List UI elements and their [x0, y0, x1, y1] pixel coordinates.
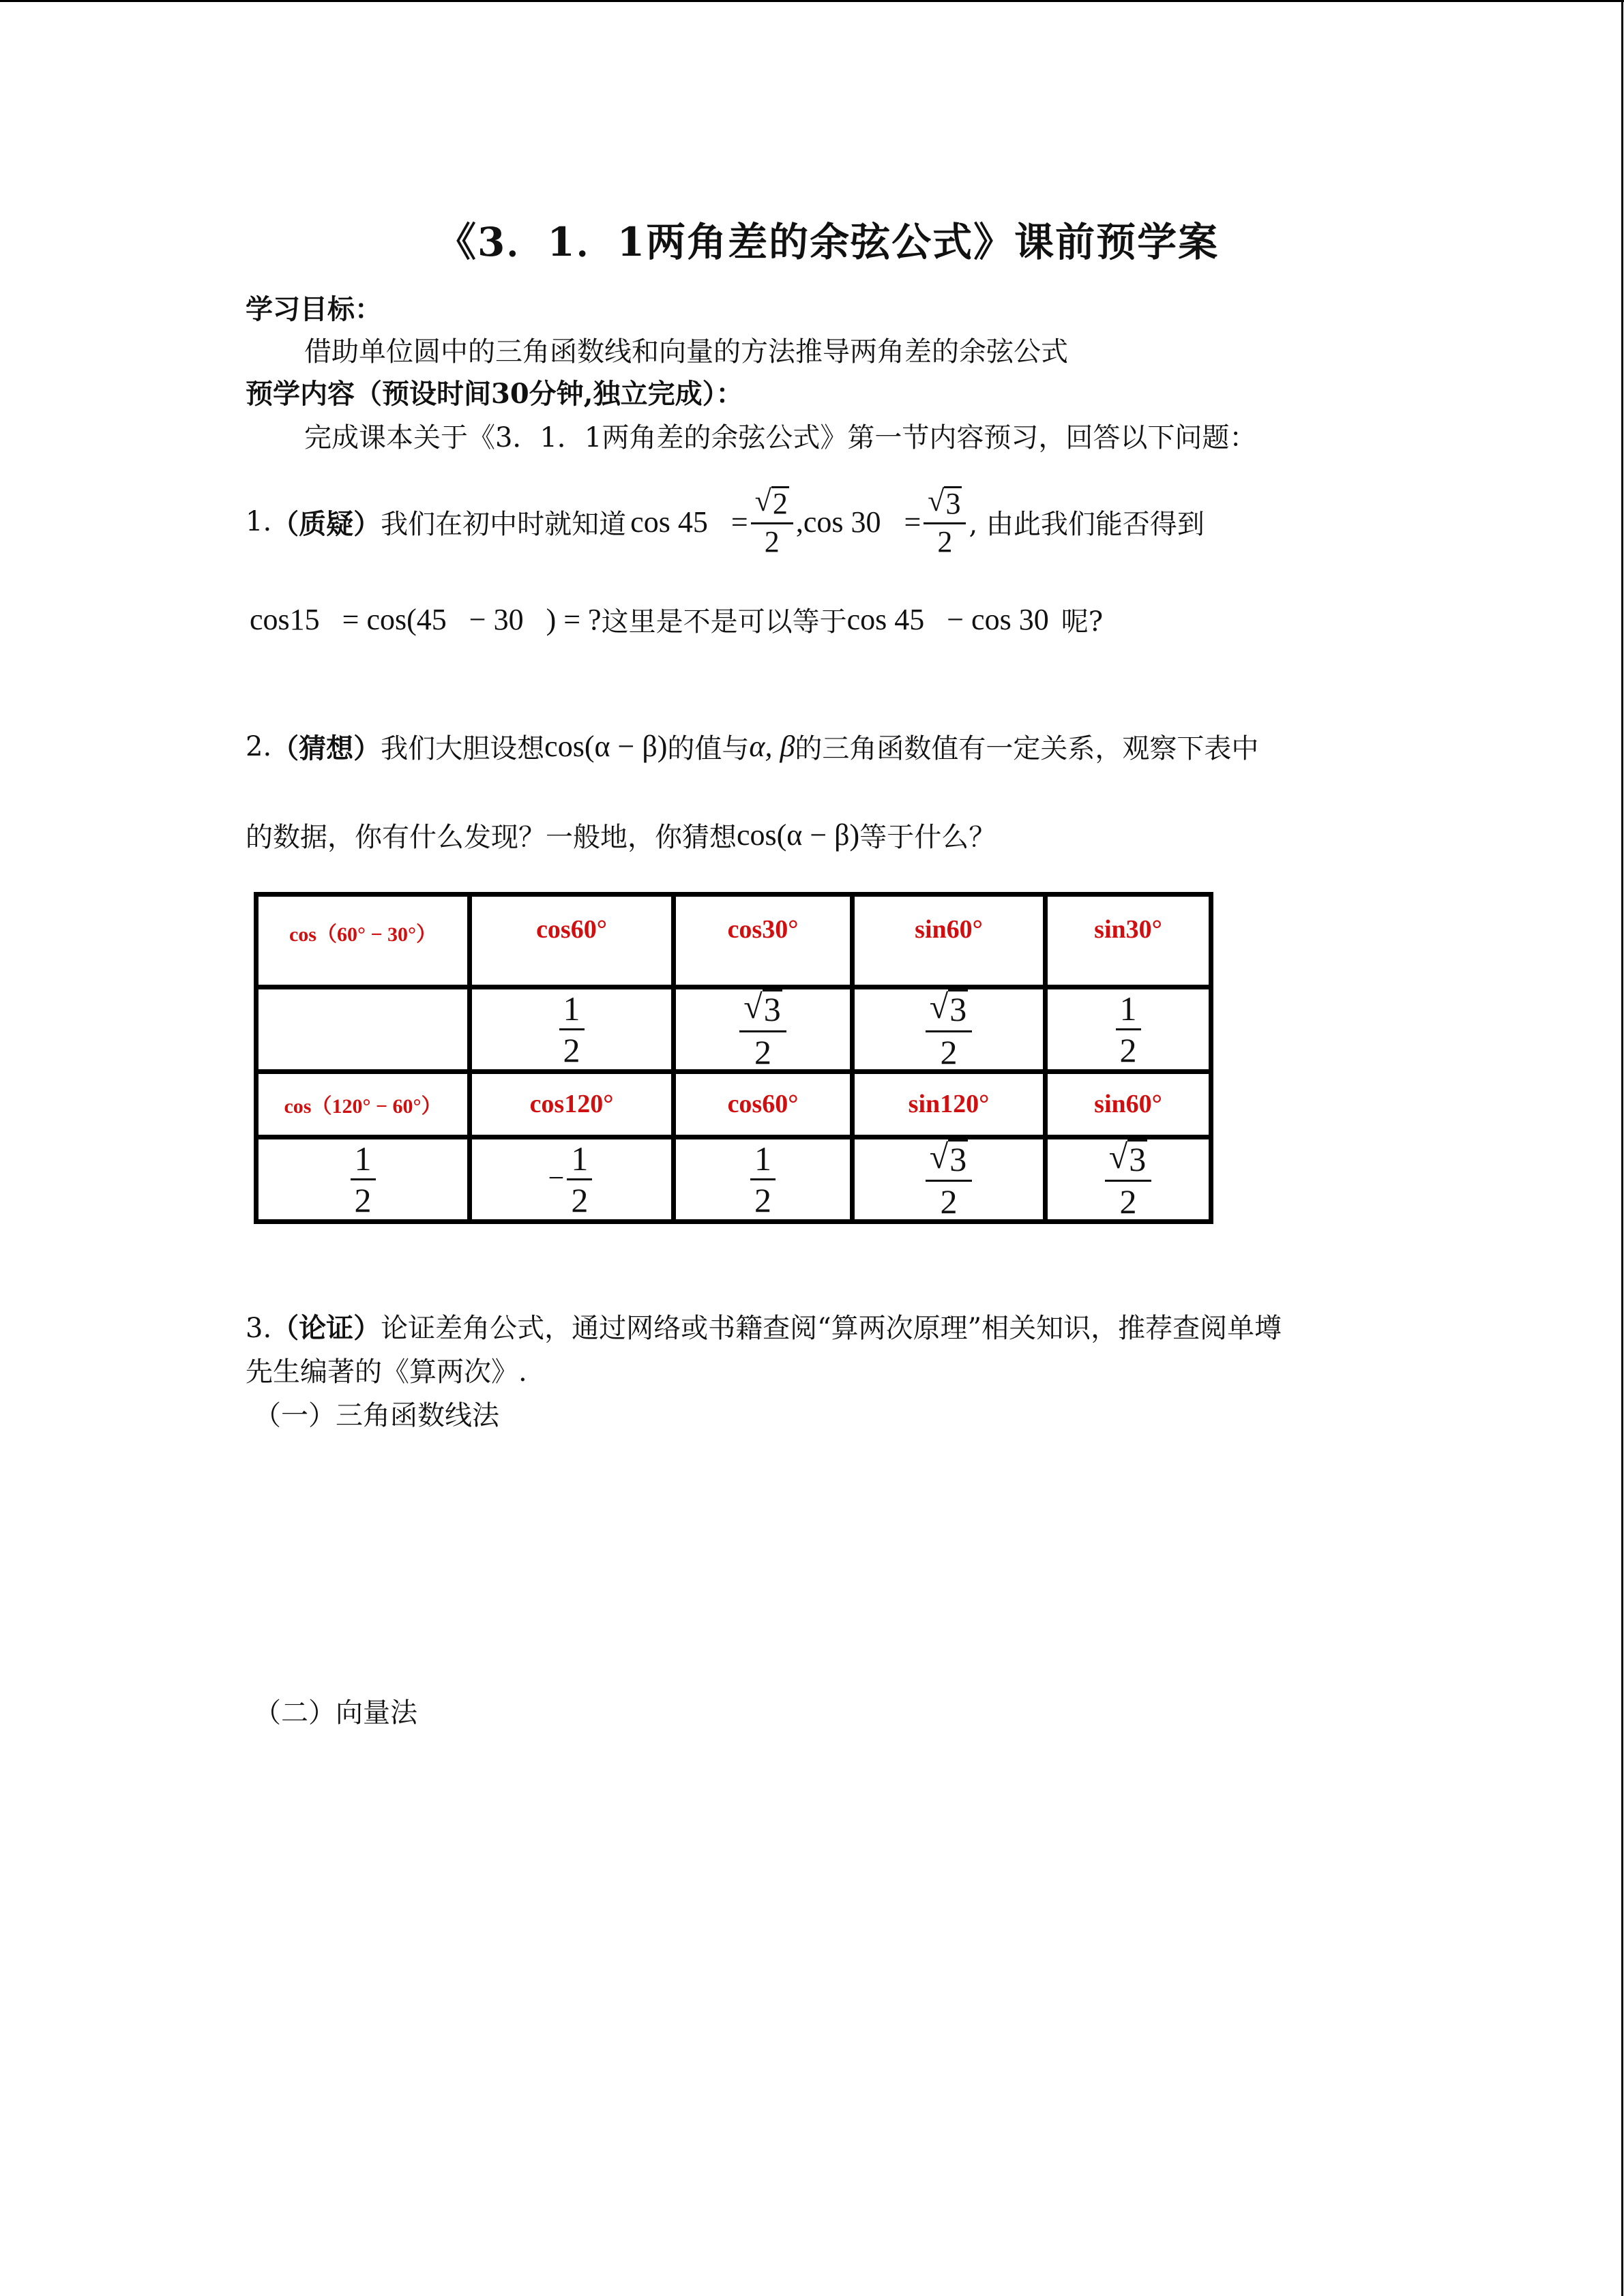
fraction-numerator: 1 — [559, 992, 585, 1030]
table-cell — [470, 1137, 674, 1221]
table-cell: cos30° — [674, 895, 853, 987]
fraction-denominator: 2 — [1119, 1030, 1137, 1069]
q1-cos30: ,cos 30 — [795, 505, 881, 539]
q2-line2-expr: cos(α − β) — [737, 818, 860, 852]
q2-tag: （猜想） — [271, 732, 381, 764]
table-row — [256, 987, 1211, 1072]
table-cell: sin60° — [1046, 1071, 1211, 1137]
table-cell: sin120° — [853, 1071, 1046, 1137]
q2-text1: 我们大胆设想 — [381, 733, 545, 764]
q3-tag: （论证） — [271, 1312, 381, 1344]
question-2-line-2 — [246, 816, 996, 854]
fraction-denominator: 2 — [754, 1180, 771, 1219]
q1-line2-expr: cos15 = cos(45 − 30 ) = ? — [250, 603, 602, 636]
table-cell-empty — [256, 987, 470, 1072]
q1-lead: 我们在初中时就知道 — [381, 508, 627, 540]
goal-text: 借助单位圆中的三角函数线和向量的方法推导两角差的余弦公式 — [304, 336, 1068, 368]
table-cell: √ 3 2 — [674, 987, 853, 1072]
q1-cos45: cos 45 — [630, 505, 708, 539]
q2-number: 2. — [246, 730, 272, 762]
q1-frac1-den: 2 — [764, 525, 780, 559]
fraction-radicand: 3 — [763, 990, 781, 1028]
q1-tail: , 由此我们能否得到 — [969, 508, 1205, 540]
q2-line2-b: 等于什么？ — [859, 822, 996, 853]
content-intro: 完成课本关于《3．1．1两角差的余弦公式》第一节内容预习，回答以下问题： — [304, 422, 1257, 453]
q1-fraction-sqrt2-over-2: √ 2 2 — [751, 486, 793, 557]
fraction-numerator: 1 — [351, 1142, 376, 1180]
question-1-line-1 — [246, 471, 1205, 573]
table-cell — [674, 1137, 853, 1221]
table-row — [256, 895, 1211, 987]
fraction-denominator: 2 — [940, 1182, 958, 1221]
fraction-denominator: 2 — [940, 1032, 958, 1071]
method-1-heading: （一）三角函数线法 — [254, 1400, 499, 1431]
fraction-denominator: 2 — [754, 1032, 771, 1071]
fraction-numerator: 1 — [1116, 992, 1141, 1030]
table-cell: sin60° — [853, 895, 1046, 987]
q1-tag: （质疑） — [271, 507, 381, 540]
method-2-heading: （二）向量法 — [254, 1697, 417, 1729]
table-row — [256, 1071, 1211, 1137]
q1-frac2-den: 2 — [937, 525, 953, 559]
right-border-line — [1621, 0, 1623, 2296]
question-3-line-1 — [246, 1307, 1282, 1345]
table-cell: √ 3 2 — [853, 987, 1046, 1072]
q1-line2-end: 呢? — [1061, 606, 1104, 638]
fraction-numerator: 1 — [567, 1142, 592, 1180]
fraction-denominator: 2 — [571, 1180, 589, 1219]
q2-line2-a: 的数据，你有什么发现？一般地，你猜想 — [246, 822, 737, 853]
table-cell: cos60° — [470, 895, 674, 987]
table-row — [256, 1137, 1211, 1221]
q1-eq-2: = — [904, 505, 921, 539]
page-title: 《3．1．1两角差的余弦公式》课前预学案 — [437, 219, 1220, 265]
question-1-line-2 — [250, 600, 1103, 639]
table-cell — [256, 1137, 470, 1221]
question-2-line-1 — [246, 727, 1258, 766]
q2-text2: 的值与 — [667, 733, 750, 764]
q1-line2-expr2: cos 45 − cos 30 — [846, 603, 1049, 636]
table-cell: cos60° — [674, 1071, 853, 1137]
table-cell: sin30° — [1046, 895, 1211, 987]
table-cell: cos（120° − 60°） — [256, 1071, 470, 1137]
table-cell — [1046, 987, 1211, 1072]
q1-number: 1. — [246, 506, 272, 537]
fraction-denominator: 2 — [563, 1030, 580, 1069]
fraction-denominator: 2 — [354, 1180, 372, 1219]
question-3-line-2: 先生编著的《算两次》. — [246, 1356, 527, 1388]
q2-text3: 的三角函数值有一定关系，观察下表中 — [795, 733, 1259, 764]
q1-sqrt2-radicand: 2 — [772, 486, 788, 520]
q1-sqrt3-radicand: 3 — [945, 486, 961, 520]
top-border-line — [0, 0, 1624, 2]
trig-value-table — [254, 892, 1213, 1224]
fraction-radicand: 3 — [949, 1139, 967, 1178]
table-cell: cos120° — [470, 1071, 674, 1137]
fraction-radicand: 3 — [949, 990, 967, 1028]
q2-expr2: α, β — [749, 730, 795, 763]
minus-sign: − — [548, 1162, 565, 1194]
table-cell — [470, 987, 674, 1072]
goal-heading: 学习目标： — [246, 293, 382, 325]
content-heading: 预学内容（预设时间30分钟,独立完成）： — [246, 378, 743, 410]
fraction-numerator: 1 — [750, 1142, 776, 1180]
q1-line2-text: 这里是不是可以等于 — [601, 606, 847, 638]
q3-text: 论证差角公式，通过网络或书籍查阅“算两次原理”相关知识，推荐查阅单墫 — [381, 1313, 1282, 1344]
fraction-radicand: 3 — [1129, 1139, 1147, 1178]
q2-expr1: cos(α − β) — [544, 730, 668, 763]
fraction-denominator: 2 — [1119, 1182, 1137, 1221]
table-cell: cos（60° − 30°） — [256, 895, 470, 987]
q1-eq-1: = — [730, 505, 748, 539]
q1-fraction-sqrt3-over-2: √ 3 2 — [924, 486, 966, 557]
table-cell: √ 3 2 — [1046, 1137, 1211, 1221]
table-cell: √ 3 2 — [853, 1137, 1046, 1221]
q3-number: 3. — [246, 1313, 272, 1344]
